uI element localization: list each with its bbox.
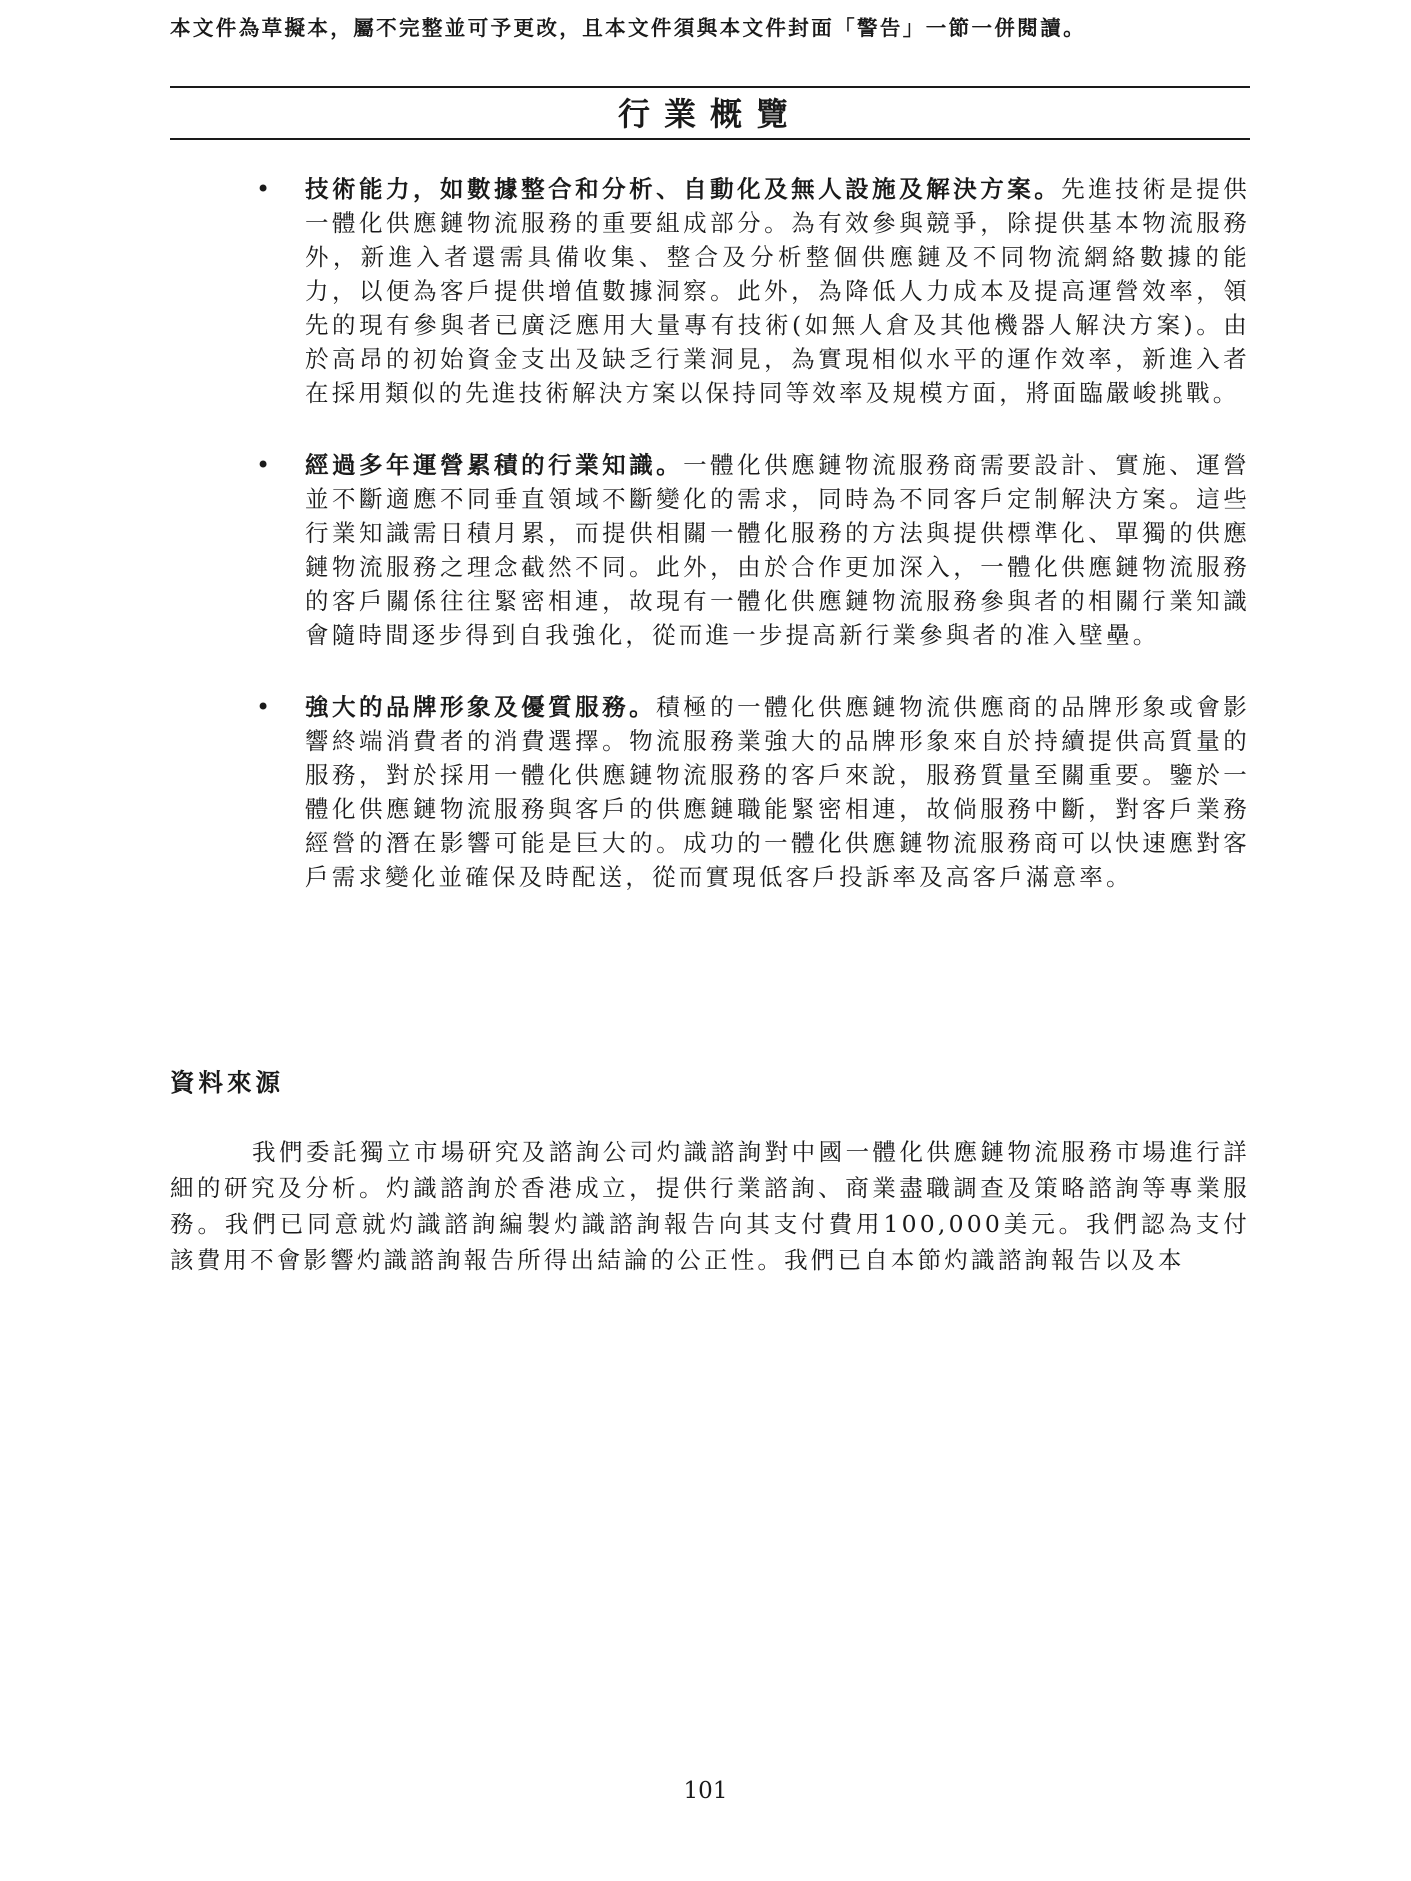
bullet-list: [170, 172, 1250, 932]
title-top-rule: [170, 86, 1250, 88]
page-number: 101: [683, 1778, 728, 1804]
title-bottom-rule: [170, 138, 1250, 140]
bullet-item-industry-knowledge: [170, 448, 1250, 652]
bullet-text: 先進技術是提供一體化供應鏈物流服務的重要組成部分。為有效參與競爭，除提供基本物流服務外，新進入者還需具備收集、整合及分析整個供應鏈及不同物流網絡數據的能力，以便為客戶提供增值數據洞察。此外，為降低人力成本及提高運營效率，領先的現有參與者已廣泛應用大量專有技術(如無人倉及其他機器人解決方案)。由於高昂的初始資金支出及缺乏行業洞見，為實現相似水平的運作效率，新進入者在採用類似的先進技術解決方案以保持同等效率及規模方面，將面臨嚴峻挑戰。: [305, 175, 1250, 407]
bullet-lead: 強大的品牌形象及優質服務。: [305, 693, 657, 721]
bullet-marker: •: [256, 451, 274, 479]
bullet-lead: 經過多年運營累積的行業知識。: [305, 451, 684, 479]
data-sources-heading: 資料來源: [170, 1068, 284, 1097]
bullet-text: 積極的一體化供應鏈物流供應商的品牌形象或會影響終端消費者的消費選擇。物流服務業強大的品牌形象來自於持續提供高質量的服務，對於採用一體化供應鏈物流服務的客戶來說，服務質量至關重要。鑒於一體化供應鏈物流服務與客戶的供應鏈職能緊密相連，故倘服務中斷，對客戶業務經營的潛在影響可能是巨大的。成功的一體化供應鏈物流服務商可以快速應對客戶需求變化並確保及時配送，從而實現低客戶投訴率及高客戶滿意率。: [305, 693, 1250, 891]
bullet-item-technology: [170, 172, 1250, 410]
draft-warning-banner: 本文件為草擬本，屬不完整並可予更改，且本文件須與本文件封面「警告」一節一併閱讀。: [170, 16, 1086, 40]
data-sources-paragraph: 我們委託獨立市場研究及諮詢公司灼識諮詢對中國一體化供應鏈物流服務市場進行詳細的研究及分析。灼識諮詢於香港成立，提供行業諮詢、商業盡職調查及策略諮詢等專業服務。我們已同意就灼識諮詢編製灼識諮詢報告向其支付費用100,000美元。我們認為支付該費用不會影響灼識諮詢報告所得出結論的公正性。我們已自本節灼識諮詢報告以及本: [170, 1138, 1250, 1274]
bullet-text: 一體化供應鏈物流服務商需要設計、實施、運營並不斷適應不同垂直領域不斷變化的需求，同時為不同客戶定制解決方案。這些行業知識需日積月累，而提供相關一體化服務的方法與提供標準化、單獨的供應鏈物流服務之理念截然不同。此外，由於合作更加深入，一體化供應鏈物流服務的客戶關係往往緊密相連，故現有一體化供應鏈物流服務參與者的相關行業知識會隨時間逐步得到自我強化，從而進一步提高新行業參與者的准入壁壘。: [305, 451, 1250, 649]
bullet-lead: 技術能力，如數據整合和分析、自動化及無人設施及解決方案。: [305, 175, 1062, 203]
bullet-marker: •: [256, 693, 274, 721]
bullet-item-brand-image: [170, 690, 1250, 894]
section-title: 行業概覽: [617, 95, 802, 133]
bullet-marker: •: [256, 175, 274, 203]
